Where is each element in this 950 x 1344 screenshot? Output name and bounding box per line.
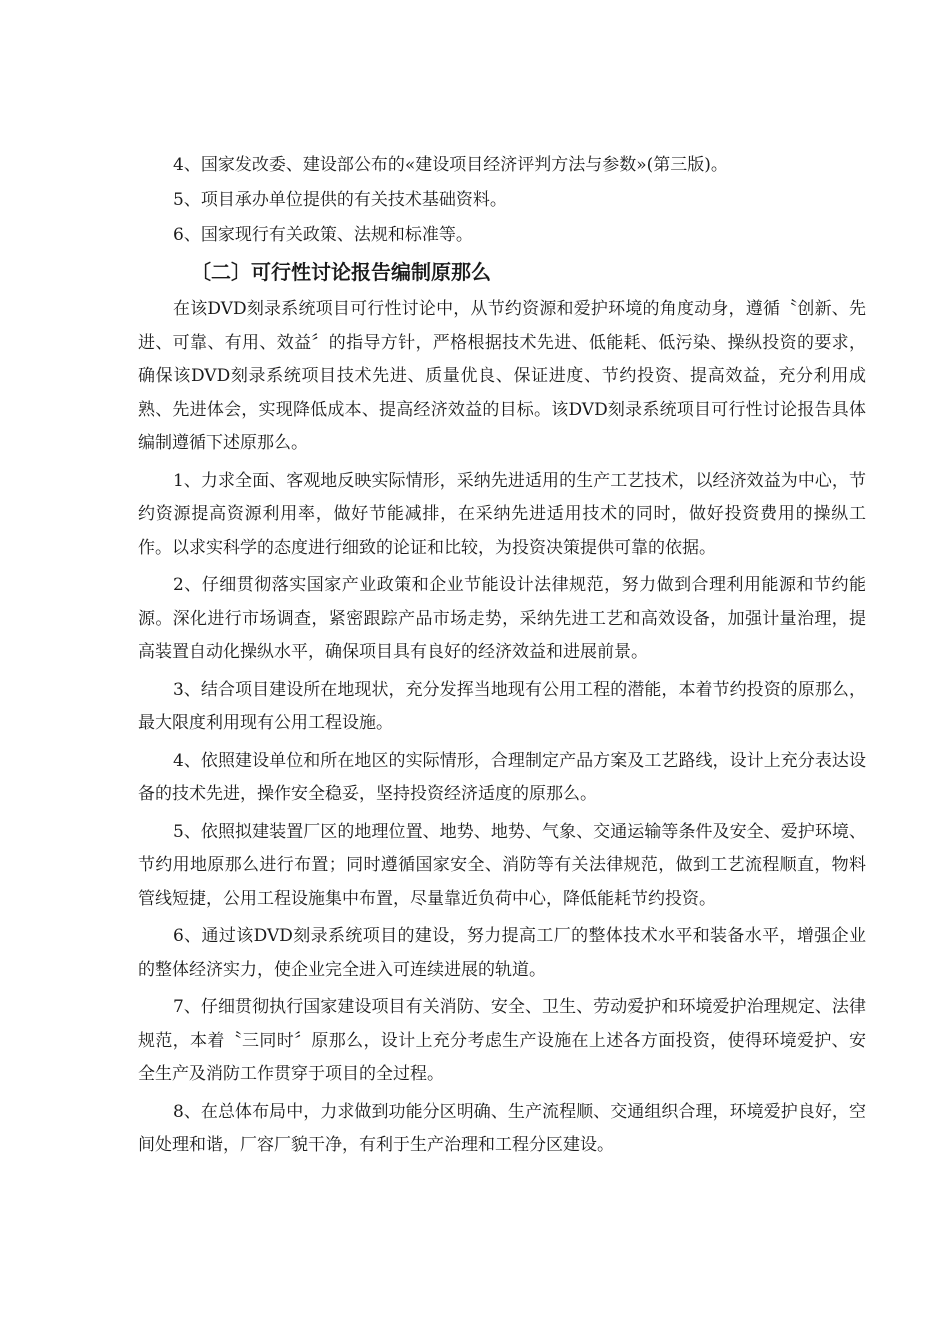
document-page (138, 152, 866, 1167)
intro-paragraph: 在该DVD刻录系统项目可行性讨论中，从节约资源和爱护环境的角度动身，遵循〝创新、先进、可靠、有用、效益〞的指导方针，严格根据技术先进、低能耗、低污染、操纵投资的要求，确保该DVD刻录系统项目技术先进、质量优良、保证进度、节约投资、提高效益，充分利用成熟、先进体会，实现降低成本、提高经济效益的目标。该DVD刻录系统项目可行性讨论报告具体编制遵循下述原那么。 (138, 299, 866, 453)
principle-item-2: 2、仔细贯彻落实国家产业政策和企业节能设计法律规范，努力做到合理利用能源和节约能源。深化进行市场调查，紧密跟踪产品市场走势，采纳先进工艺和高效设备，加强计量治理，提高装置自动化操纵水平，确保项目具有良好的经济效益和进展前景。 (138, 575, 866, 662)
principle-item-5: 5、依照拟建装置厂区的地理位置、地势、地势、气象、交通运输等条件及安全、爱护环境、节约用地原那么进行布置；同时遵循国家安全、消防等有关法律规范，做到工艺流程顺直，物料管线短捷，公用工程设施集中布置，尽量靠近负荷中心，降低能耗节约投资。 (138, 821, 866, 909)
principle-item-4: 4、依照建设单位和所在地区的实际情形，合理制定产品方案及工艺路线，设计上充分表达设备的技术先进，操作安全稳妥，坚持投资经济适度的原那么。 (138, 750, 866, 804)
reference-item-6: 6、国家现行有关政策、法规和标准等。 (173, 225, 473, 245)
reference-item-4: 4、国家发改委、建设部公布的«建设项目经济评判方法与参数»(第三版)。 (173, 155, 728, 175)
principle-item-6: 6、通过该DVD刻录系统项目的建设，努力提高工厂的整体技术水平和装备水平，增强企业的整体经济实力，使企业完全进入可连续进展的轨道。 (138, 926, 866, 980)
reference-item-5: 5、项目承办单位提供的有关技术基础资料。 (173, 190, 507, 210)
principle-item-1: 1、力求全面、客观地反映实际情形，采纳先进适用的生产工艺技术，以经济效益为中心，节约资源提高资源利用率，做好节能减排，在采纳先进适用技术的同时，做好投资费用的操纵工作。以求实科学的态度进行细致的论证和比较，为投资决策提供可靠的依据。 (138, 470, 866, 558)
section-heading: 〔二〕可行性讨论报告编制原那么 (191, 260, 491, 284)
principle-item-8: 8、在总体布局中，力求做到功能分区明确、生产流程顺、交通组织合理，环境爱护良好，空间处理和谐，厂容厂貌干净，有利于生产治理和工程分区建设。 (138, 1101, 866, 1155)
principle-item-7: 7、仔细贯彻执行国家建设项目有关消防、安全、卫生、劳动爱护和环境爱护治理规定、法律规范，本着〝三同时〞原那么，设计上充分考虑生产设施在上述各方面投资，使得环境爱护、安全生产及消防工作贯穿于项目的全过程。 (138, 997, 866, 1084)
principle-item-3: 3、结合项目建设所在地现状，充分发挥当地现有公用工程的潜能，本着节约投资的原那么，最大限度利用现有公用工程设施。 (138, 679, 866, 733)
